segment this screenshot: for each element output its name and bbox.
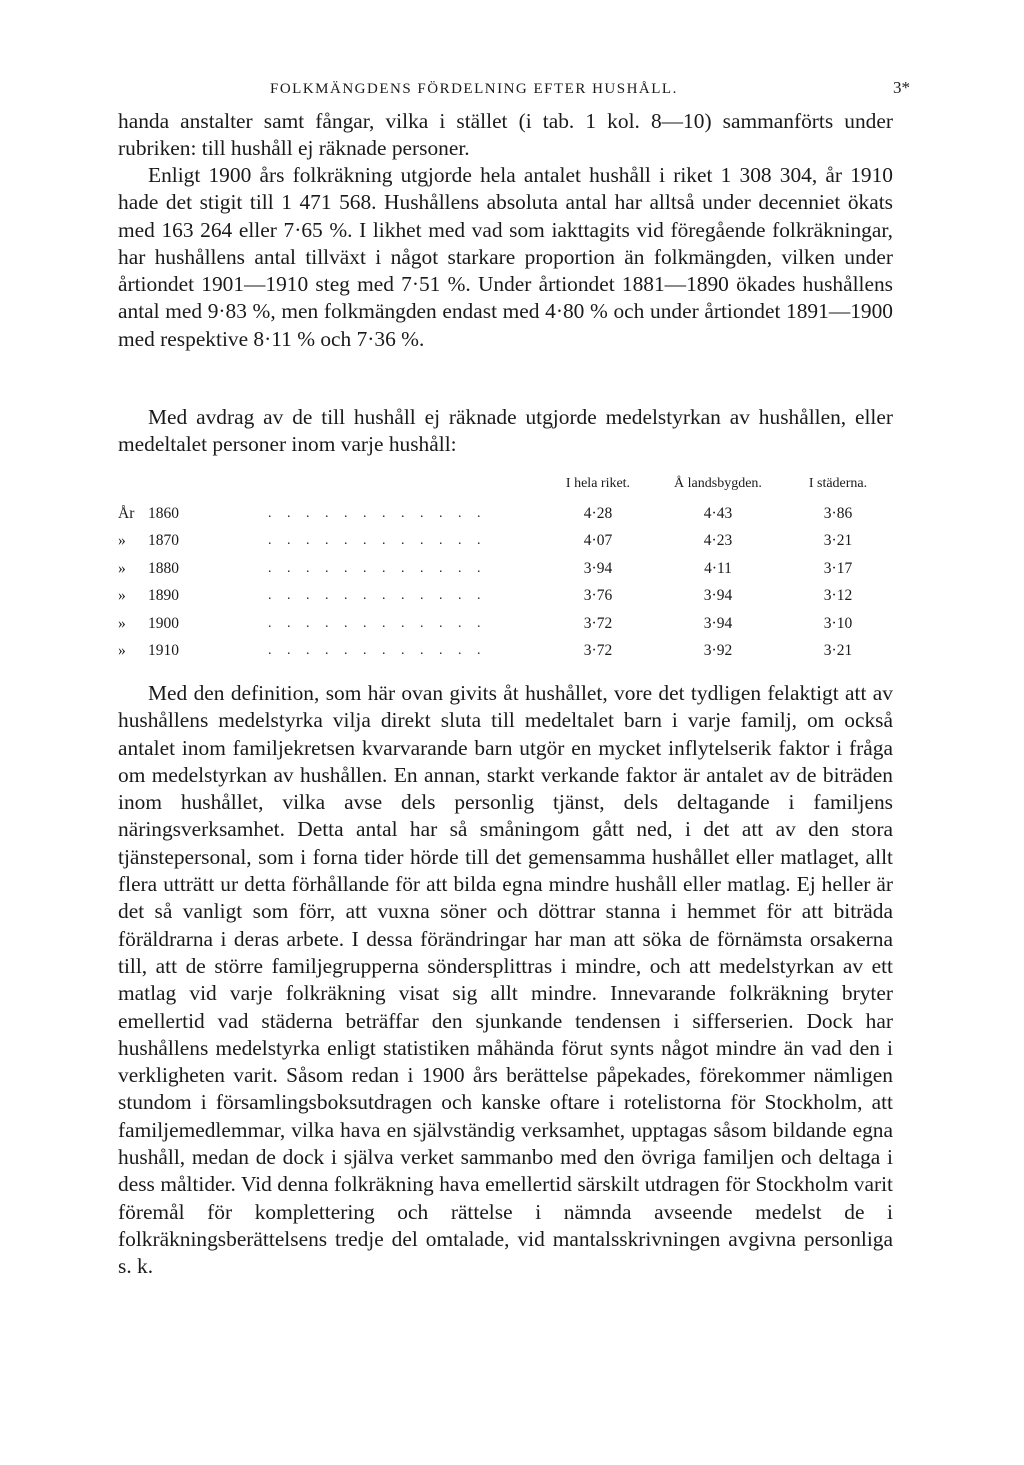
cell-riket: 3·72 [583, 642, 613, 660]
cell-riket: 4·07 [583, 532, 613, 550]
cell-riket: 3·94 [583, 559, 613, 577]
table-row: » 1870 . . . . . . . . . . . . 4·07 4·23 3·21 [118, 528, 898, 556]
header-staderna: I städerna. [808, 476, 868, 491]
paragraph-1: handa anstalter samt fångar, vilka i stället (i tab. 1 kol. 8—10) sammanförts under rubriken: till hushåll ej räknade personer. [118, 109, 893, 161]
cell-staderna: 3·21 [823, 642, 853, 660]
table-row: År 1860 . . . . . . . . . . . . 4·28 4·43 3·86 [118, 500, 898, 528]
cell-landsbygden: 4·11 [704, 559, 732, 577]
row-prefix: » [118, 587, 126, 605]
table-header-row [118, 475, 898, 500]
cell-riket: 4·28 [583, 504, 613, 522]
row-year: 1890 [148, 587, 179, 605]
row-prefix: » [118, 532, 126, 550]
row-prefix: » [118, 559, 126, 577]
table-row: » 1880 . . . . . . . . . . . . 3·94 4·11 3·17 [118, 555, 898, 583]
paragraph-2: Enligt 1900 års folkräkning utgjorde hela antalet hushåll i riket 1 308 304, år 1910 hade det stigit till 1 471 568. Hushållens absoluta antal har alltså under decenniet ökats med 163 264 eller 7·65 %. I likhet med vad som iakttagits vid föregående folkräkningar, har hushållens antal tillväxt i något starkare proportion än folkmängden, vilken under årtiondet 1901—1910 steg med 7·51 %. Under årtiondet 1881—1890 ökades hushållens antal med 9·83 %, men folkmängden endast med 4·80 % och under årtiondet 1891—1900 med respektive 8·11 % och 7·36 %. [118, 163, 893, 351]
header-landsbygden: Å landsbygden. [674, 476, 762, 491]
row-year: 1900 [148, 614, 179, 632]
table-row: » 1890 . . . . . . . . . . . . 3·76 3·94 3·12 [118, 583, 898, 611]
row-prefix: » [118, 614, 126, 632]
paragraph-4: Med den definition, som här ovan givits åt hushållet, vore det tydligen felaktigt att av hushållens medelstyrka vilja direkt sluta till medeltalet barn i varje familj, om också antalet inom familjekretsen kvarvarande barn utgör en mycket inflytelserik faktor i fråga om medelstyrkan av hushållen. En annan, starkt verkande faktor är antalet av de biträden inom hushållet, vilka avse dels personlig tjänst, dels deltagande i familjens näringsverksamhet. Detta antal har så småningom gått ned, i det att av den stora tjänstepersonal, som i forna tider hörde till det gemensamma hushållet eller matlaget, allt flera utträtt ur detta förhållande för att bilda egna mindre hushåll eller matlag. Ej heller är det så vanligt som förr, att vuxna söner och döttrar stanna i hemmet för att biträda föräldrarna i deras arbete. I dessa förändringar har man att söka de förnämsta orsakerna till, att de större familjegrupperna söndersplittras i mindre, och att medelstyrkan av ett matlag vid varje folkräkning visat sig allt mindre. Innevarande folkräkning bryter emellertid vad städerna beträffar den sjunkande tendensen i sifferserien. Dock har hushållens medelstyrka enligt statistiken måhända förut synts något mindre än vad den i verkligheten varit. Såsom redan i 1900 års berättelse påpekades, förekommer nämligen stundom i församlingsboksutdragen och kanske oftare i rotelistorna för Stockholm, att familjemedlemmar, vilka hava en självständig verksamhet, upptagas såsom bildande egna hushåll, medan de dock i själva verket sammanbo med den övriga familjen och deltaga i dess måltider. Vid denna folkräkning hava emellertid särskilt utdragen för Stockholm varit föremål för komplettering och rättelse i nämnda avseende medelst de i folkräkningsberättelsens tredje del omtalade, vid mantalsskrivningen avgivna personliga s. k. [118, 681, 893, 1279]
header-hela-riket: I hela riket. [565, 476, 631, 491]
cell-landsbygden: 3·94 [703, 587, 733, 605]
row-year: 1880 [148, 559, 179, 577]
page-number: 3* [893, 78, 910, 97]
page-header [120, 78, 910, 98]
cell-landsbygden: 4·23 [703, 532, 733, 550]
cell-staderna: 3·86 [823, 504, 853, 522]
cell-staderna: 3·17 [823, 559, 853, 577]
cell-staderna: 3·12 [823, 587, 853, 605]
row-prefix: År [118, 504, 135, 522]
row-prefix: » [118, 642, 126, 660]
running-title: FOLKMÄNGDENS FÖRDELNING EFTER HUSHÅLL. [270, 81, 678, 97]
row-year: 1910 [148, 642, 179, 660]
cell-landsbygden: 4·43 [703, 504, 733, 522]
row-year: 1860 [148, 504, 179, 522]
row-year: 1870 [148, 532, 179, 550]
household-size-table [118, 475, 898, 665]
table-row: » 1900 . . . . . . . . . . . . 3·72 3·94 3·10 [118, 610, 898, 638]
table-row: » 1910 . . . . . . . . . . . . 3·72 3·92 3·21 [118, 638, 898, 666]
paragraph-3: Med avdrag av de till hushåll ej räknade utgjorde medelstyrkan av hushållen, eller medeltalet personer inom varje hushåll: [118, 405, 893, 457]
cell-landsbygden: 3·94 [703, 614, 733, 632]
cell-staderna: 3·10 [823, 614, 853, 632]
cell-riket: 3·72 [583, 614, 613, 632]
cell-riket: 3·76 [583, 587, 613, 605]
cell-staderna: 3·21 [823, 532, 853, 550]
cell-landsbygden: 3·92 [703, 642, 733, 660]
